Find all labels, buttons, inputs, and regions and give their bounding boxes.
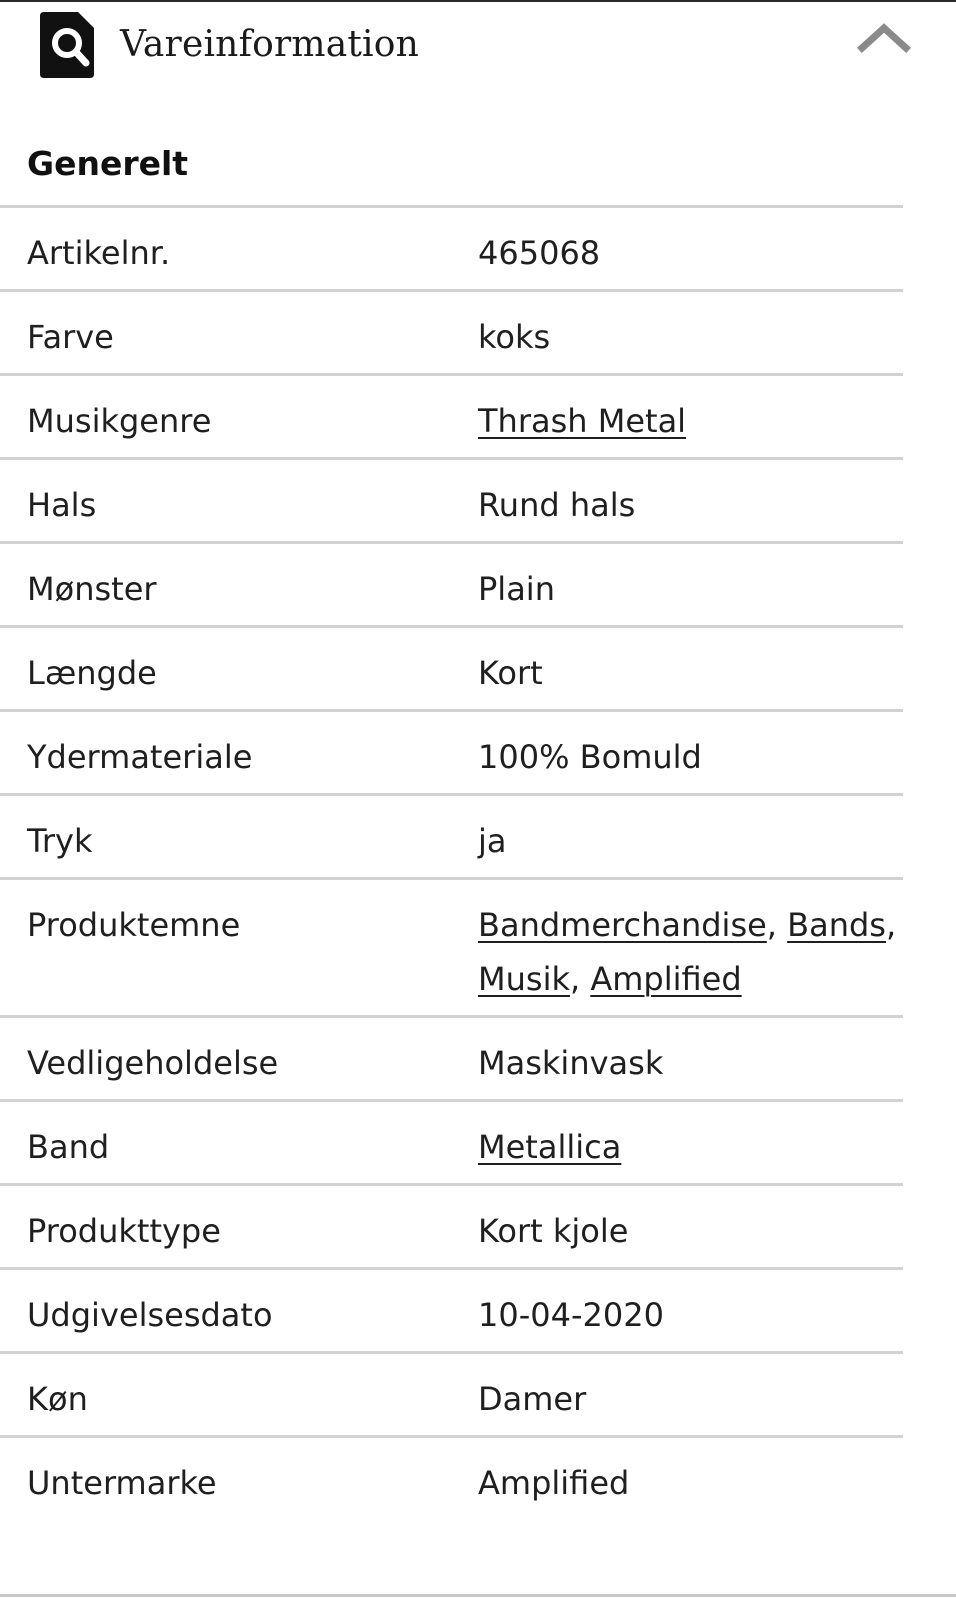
link-separator: , — [766, 906, 788, 944]
row-label: Produkttype — [27, 1212, 221, 1250]
row-value-link[interactable]: Bandmerchandise — [478, 906, 767, 944]
row-value — [478, 394, 898, 448]
row-value — [478, 898, 898, 1006]
row-label: Udgivelsesdato — [27, 1296, 273, 1334]
link-separator: , — [569, 960, 591, 998]
bottom-divider — [0, 1594, 956, 1597]
table-row — [0, 373, 903, 457]
table-row — [0, 457, 903, 541]
row-value: Amplified — [478, 1464, 630, 1502]
section-header-title: Vareinformation — [120, 24, 420, 65]
row-label: Vedligeholdelse — [27, 1044, 279, 1082]
table-row — [0, 1099, 903, 1183]
chevron-up-icon[interactable] — [856, 18, 912, 58]
row-label: Mønster — [27, 570, 157, 608]
row-value: Kort — [478, 654, 543, 692]
table-row — [0, 541, 903, 625]
row-value-link[interactable]: Amplified — [590, 960, 742, 998]
table-row — [0, 205, 903, 289]
table-row — [0, 1015, 903, 1099]
search-document-icon — [40, 12, 94, 78]
row-label: Hals — [27, 486, 97, 524]
row-value-link[interactable]: Bands — [787, 906, 886, 944]
row-label: Tryk — [27, 822, 93, 860]
row-label: Artikelnr. — [27, 234, 171, 272]
table-row — [0, 1435, 903, 1519]
table-row — [0, 1183, 903, 1267]
row-label: Untermarke — [27, 1464, 217, 1502]
row-value: 465068 — [478, 234, 601, 272]
row-value: Kort kjole — [478, 1212, 629, 1250]
table-row — [0, 1267, 903, 1351]
row-value: 100% Bomuld — [478, 738, 702, 776]
row-value: 10-04-2020 — [478, 1296, 664, 1334]
row-label: Farve — [27, 318, 114, 356]
section-title: Generelt — [27, 144, 189, 183]
row-label: Ydermateriale — [27, 738, 253, 776]
table-row — [0, 289, 903, 373]
row-label: Produktemne — [27, 906, 241, 944]
row-value: ja — [478, 822, 507, 860]
row-value-link[interactable]: Metallica — [478, 1128, 622, 1166]
table-row — [0, 793, 903, 877]
row-label: Køn — [27, 1380, 88, 1418]
row-value-link[interactable]: Thrash Metal — [478, 402, 687, 440]
table-row — [0, 877, 903, 1015]
row-value-link[interactable]: Musik — [478, 960, 570, 998]
link-separator: , — [885, 906, 897, 944]
table-row — [0, 625, 903, 709]
row-value: Rund hals — [478, 486, 636, 524]
row-value: Maskinvask — [478, 1044, 664, 1082]
product-info-table — [0, 205, 903, 1519]
row-value: Plain — [478, 570, 555, 608]
row-value — [478, 1120, 898, 1174]
table-row — [0, 1351, 903, 1435]
row-value: Damer — [478, 1380, 587, 1418]
section-header[interactable] — [0, 2, 956, 90]
row-label: Længde — [27, 654, 157, 692]
table-row — [0, 709, 903, 793]
row-value: koks — [478, 318, 551, 356]
row-label: Band — [27, 1128, 110, 1166]
row-label: Musikgenre — [27, 402, 212, 440]
